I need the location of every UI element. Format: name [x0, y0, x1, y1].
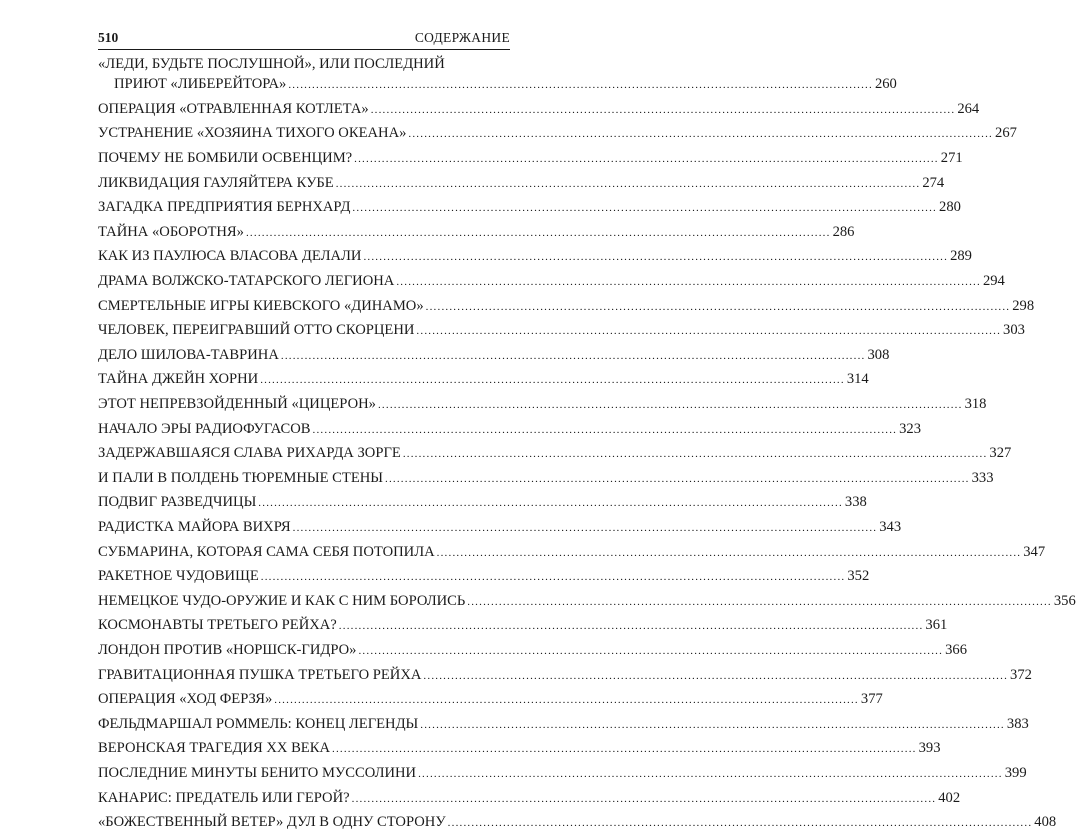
toc-entry-page: 280 [939, 199, 961, 216]
toc-entry [98, 615, 948, 636]
toc-entry-line [98, 271, 1005, 292]
toc-entry-page: 289 [950, 248, 972, 265]
toc-entry-page: 338 [844, 494, 867, 511]
toc-entry-title: РАКЕТНОЕ ЧУДОВИЩЕ [98, 568, 259, 585]
dot-leader [371, 99, 956, 120]
toc-entry-line [98, 443, 1012, 464]
dot-leader [416, 320, 1001, 341]
toc-entry-page: 399 [1004, 764, 1027, 781]
toc-entry-title: «БОЖЕСТВЕННЫЙ ВЕТЕР» ДУЛ В ОДНУ СТОРОНУ [98, 814, 446, 831]
dot-leader [396, 271, 981, 292]
toc-entry-line [98, 148, 963, 169]
toc-entry-title: НАЧАЛО ЭРЫ РАДИОФУГАСОВ [98, 420, 311, 437]
toc-entry-title: ТАЙНА «ОБОРОТНЯ» [98, 223, 244, 240]
dot-leader [332, 738, 917, 759]
dot-leader [260, 369, 845, 390]
toc-entry-line [98, 296, 1035, 317]
toc-entry [98, 99, 980, 120]
toc-entry [98, 419, 922, 440]
toc-entry-line [98, 738, 941, 759]
toc-entry-page: 308 [867, 346, 890, 363]
dot-leader [385, 468, 970, 489]
toc-entry-page: 393 [918, 740, 941, 757]
toc-entry [98, 123, 1017, 144]
toc-entry-title: ЗАДЕРЖАВШАЯСЯ СЛАВА РИХАРДА ЗОРГЕ [98, 445, 401, 462]
page-number: 510 [98, 30, 119, 45]
dot-leader [448, 812, 1033, 833]
dot-leader [408, 123, 993, 144]
toc-entry [98, 271, 1005, 292]
toc-entry-title: ТАЙНА ДЖЕЙН ХОРНИ [98, 371, 259, 388]
toc-entry-line [98, 665, 1032, 686]
toc-entry [98, 542, 1046, 563]
toc-entry [98, 222, 855, 243]
toc-entry-line [98, 123, 1017, 144]
toc-entry [98, 492, 867, 513]
toc-entry-title: ДРАМА ВОЛЖСКО-ТАТАРСКОГО ЛЕГИОНА [98, 273, 395, 290]
toc-entry [98, 812, 1057, 833]
toc-entry-page: 260 [874, 76, 897, 93]
running-title: СОДЕРЖАНИЕ [414, 30, 510, 45]
toc-entry-page: 327 [989, 445, 1012, 462]
toc-entry-line [98, 615, 948, 636]
dot-leader [467, 591, 1052, 612]
toc-entry-line [98, 320, 1025, 341]
dot-leader [418, 763, 1003, 784]
toc-entry [98, 640, 967, 661]
toc-entry-page: 286 [832, 223, 855, 240]
toc-entry-line [98, 468, 994, 489]
toc-entry-page: 323 [899, 420, 922, 437]
toc-entry [98, 714, 1029, 735]
toc-entry-page: 333 [971, 469, 994, 486]
toc-entry-line [98, 99, 980, 120]
toc-entry-title: КОСМОНАВТЫ ТРЕТЬЕГО РЕЙХА? [98, 617, 337, 634]
toc-entry-title: НЕМЕЦКОЕ ЧУДО-ОРУЖИЕ И КАК С НИМ БОРОЛИСЬ [98, 592, 466, 609]
toc-entry-line [98, 763, 1027, 784]
toc-entry-title: ОПЕРАЦИЯ «ХОД ФЕРЗЯ» [98, 691, 273, 708]
toc-entry-line [98, 689, 883, 710]
dot-leader [403, 443, 988, 464]
toc-entry-line [98, 812, 1057, 833]
toc-entry [98, 591, 1076, 612]
toc-entry-page: 402 [938, 789, 961, 806]
toc-entry [98, 197, 961, 218]
toc-entry-line [98, 173, 945, 194]
dot-leader [352, 788, 937, 809]
toc-entry-title: ЗАГАДКА ПРЕДПРИЯТИЯ БЕРНХАРД [98, 199, 351, 216]
toc-entry-title: КАК ИЗ ПАУЛЮСА ВЛАСОВА ДЕЛАЛИ [98, 248, 362, 265]
toc-entry-line [98, 640, 967, 661]
toc-entry-title: ГРАВИТАЦИОННАЯ ПУШКА ТРЕТЬЕГО РЕЙХА [98, 666, 422, 683]
toc-entry [98, 763, 1027, 784]
toc-entry-line [98, 246, 972, 267]
toc-entry-page: 352 [847, 568, 870, 585]
toc-entry-page: 343 [879, 518, 902, 535]
dot-leader [281, 345, 866, 366]
toc-entry-title: СМЕРТЕЛЬНЫЕ ИГРЫ КИЕВСКОГО «ДИНАМО» [98, 297, 424, 314]
toc-entry-page: 303 [1003, 322, 1025, 339]
toc-entry-title: ПОСЛЕДНИЕ МИНУТЫ БЕНИТО МУССОЛИНИ [98, 764, 417, 781]
toc-entry-page: 377 [860, 691, 883, 708]
toc-entry [98, 369, 869, 390]
toc-entry-line [98, 369, 869, 390]
header-rule [98, 49, 510, 50]
toc-entry [98, 320, 1025, 341]
toc-entry [98, 173, 945, 194]
toc-entry [98, 665, 1032, 686]
dot-leader [363, 246, 948, 267]
toc-entry [98, 148, 963, 169]
dot-leader [354, 148, 939, 169]
toc-entry-page: 366 [945, 641, 967, 658]
dot-leader [423, 665, 1008, 686]
toc-entry-title: ЛОНДОН ПРОТИВ «НОРШСК-ГИДРО» [98, 641, 357, 658]
toc-entry-line [98, 566, 870, 587]
toc-entry [98, 296, 1035, 317]
toc-entry-title: ПОЧЕМУ НЕ БОМБИЛИ ОСВЕНЦИМ? [98, 150, 353, 167]
running-header [98, 30, 510, 50]
toc-entry-title: СУБМАРИНА, КОТОРАЯ САМА СЕБЯ ПОТОПИЛА [98, 543, 435, 560]
dot-leader [246, 222, 831, 243]
toc-entry-page: 267 [995, 125, 1017, 142]
toc-entry [98, 394, 987, 415]
toc-entry-page: 314 [846, 371, 869, 388]
toc-entry-title: ФЕЛЬДМАРШАЛ РОММЕЛЬ: КОНЕЦ ЛЕГЕНДЫ [98, 715, 419, 732]
toc-entry-title: И ПАЛИ В ПОЛДЕНЬ ТЮРЕМНЫЕ СТЕНЫ [98, 469, 383, 486]
toc-entry [98, 689, 883, 710]
toc-entry [98, 468, 994, 489]
toc-entry-page: 274 [922, 174, 945, 191]
toc-entry [98, 345, 890, 366]
dot-leader [352, 197, 937, 218]
toc-entry [98, 443, 1012, 464]
toc-entry-page: 298 [1012, 297, 1035, 314]
toc-entry-line [98, 222, 855, 243]
toc-entry-line [98, 74, 897, 95]
dot-leader [339, 615, 924, 636]
toc-entry [98, 54, 897, 96]
toc-entry-line [98, 517, 902, 538]
toc-entry-page: 318 [964, 396, 987, 413]
toc-entry-line [98, 492, 867, 513]
toc-entry-line [98, 591, 1076, 612]
toc-entry-title: ОПЕРАЦИЯ «ОТРАВЛЕННАЯ КОТЛЕТА» [98, 100, 369, 117]
dot-leader [336, 173, 921, 194]
toc-entry-page: 356 [1053, 592, 1076, 609]
toc-entry [98, 566, 870, 587]
toc-entry [98, 738, 941, 759]
table-of-contents [98, 54, 1076, 837]
toc-entry-line [98, 542, 1046, 563]
toc-entry-page: 372 [1010, 666, 1032, 683]
dot-leader [426, 296, 1011, 317]
toc-entry-title: УСТРАНЕНИЕ «ХОЗЯИНА ТИХОГО ОКЕАНА» [98, 125, 407, 142]
toc-entry [98, 517, 902, 538]
toc-entry-title: ЭТОТ НЕПРЕВЗОЙДЕННЫЙ «ЦИЦЕРОН» [98, 396, 376, 413]
toc-entry-page: 361 [925, 617, 948, 634]
toc-entry-title: ЧЕЛОВЕК, ПЕРЕИГРАВШИЙ ОТТО СКОРЦЕНИ [98, 322, 415, 339]
toc-entry [98, 788, 961, 809]
dot-leader [420, 714, 1005, 735]
toc-entry-line [98, 54, 510, 74]
toc-entry-title: «ЛЕДИ, БУДЬТЕ ПОСЛУШНОЙ», ИЛИ ПОСЛЕДНИЙ [98, 56, 445, 72]
dot-leader [378, 394, 963, 415]
dot-leader [293, 517, 878, 538]
toc-entry-title: ПРИЮТ «ЛИБЕРЕЙТОРА» [114, 76, 287, 93]
dot-leader [437, 542, 1022, 563]
dot-leader [274, 689, 859, 710]
toc-entry-page: 408 [1034, 814, 1057, 831]
dot-leader [258, 492, 843, 513]
toc-entry-title: ПОДВИГ РАЗВЕДЧИЦЫ [98, 494, 257, 511]
toc-entry [98, 246, 972, 267]
toc-entry-title: РАДИСТКА МАЙОРА ВИХРЯ [98, 518, 291, 535]
toc-entry-line [98, 345, 890, 366]
toc-entry-title: ВЕРОНСКАЯ ТРАГЕДИЯ XX ВЕКА [98, 740, 330, 757]
toc-entry-line [98, 714, 1029, 735]
toc-entry-page: 294 [982, 273, 1005, 290]
dot-leader [261, 566, 846, 587]
dot-leader [358, 640, 943, 661]
toc-entry-title: КАНАРИС: ПРЕДАТЕЛЬ ИЛИ ГЕРОЙ? [98, 789, 350, 806]
toc-entry-line [98, 419, 922, 440]
toc-entry-page: 271 [940, 150, 963, 167]
toc-entry-title: ДЕЛО ШИЛОВА-ТАВРИНА [98, 346, 279, 363]
dot-leader [288, 74, 873, 95]
toc-entry-title: ЛИКВИДАЦИЯ ГАУЛЯЙТЕРА КУБЕ [98, 174, 334, 191]
dot-leader [313, 419, 898, 440]
toc-entry-line [98, 197, 961, 218]
toc-entry-line [98, 788, 961, 809]
toc-entry-page: 347 [1023, 543, 1046, 560]
toc-entry-page: 383 [1006, 715, 1029, 732]
toc-entry-page: 264 [957, 100, 980, 117]
toc-entry-line [98, 394, 987, 415]
